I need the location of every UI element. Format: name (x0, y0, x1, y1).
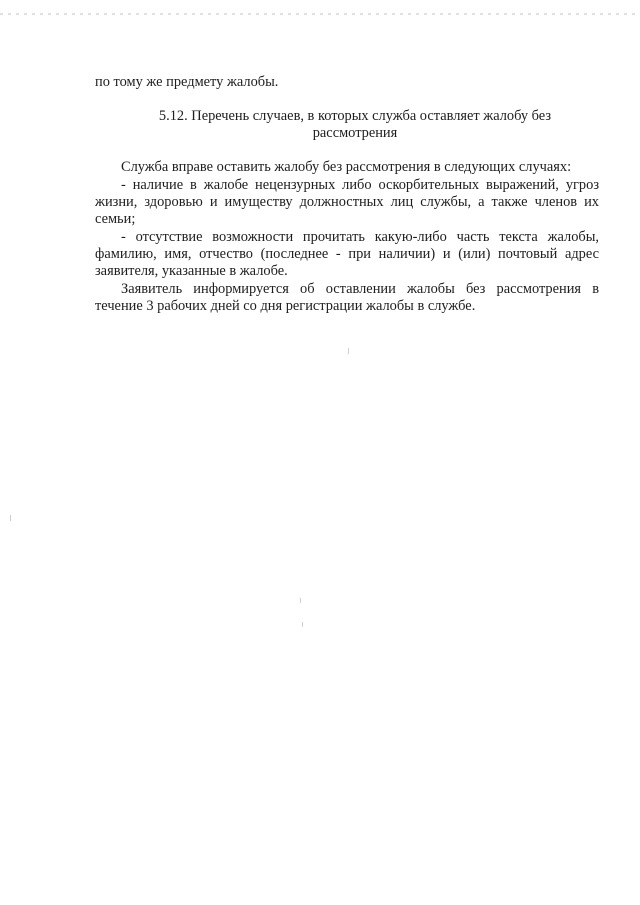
scan-artifact-top (0, 13, 640, 15)
scan-speck (300, 598, 301, 603)
intro-paragraph: Служба вправе оставить жалобу без рассмотрения в следующих случаях: (121, 159, 572, 175)
item-1-line-1: - наличие в жалобе нецензурных либо оскорбительных выражений, угроз (121, 177, 599, 193)
notice-line-2: течение 3 рабочих дней со дня регистрации жалобы в службе. (95, 298, 476, 314)
item-1-line-3: семьи; (95, 211, 136, 227)
notice-line-1: Заявитель информируется об оставлении жалобы без рассмотрения в (121, 281, 599, 297)
scan-speck (10, 515, 11, 521)
item-2-line-1: - отсутствие возможности прочитать какую-либо часть текста жалобы, (121, 229, 599, 245)
section-heading-line-1: 5.12. Перечень случаев, в которых служба оставляет жалобу без (158, 108, 552, 124)
scan-speck (348, 348, 349, 354)
section-heading-line-2: рассмотрения (312, 125, 398, 141)
continuation-line: по тому же предмету жалобы. (95, 74, 279, 90)
item-1-line-2: жизни, здоровью и имуществу должностных лиц службы, а также членов их (95, 194, 599, 210)
item-2-line-3: заявителя, указанные в жалобе. (95, 263, 288, 279)
item-2-line-2: фамилию, имя, отчество (последнее - при наличии) и (или) почтовый адрес (95, 246, 599, 262)
scan-speck (302, 622, 303, 627)
